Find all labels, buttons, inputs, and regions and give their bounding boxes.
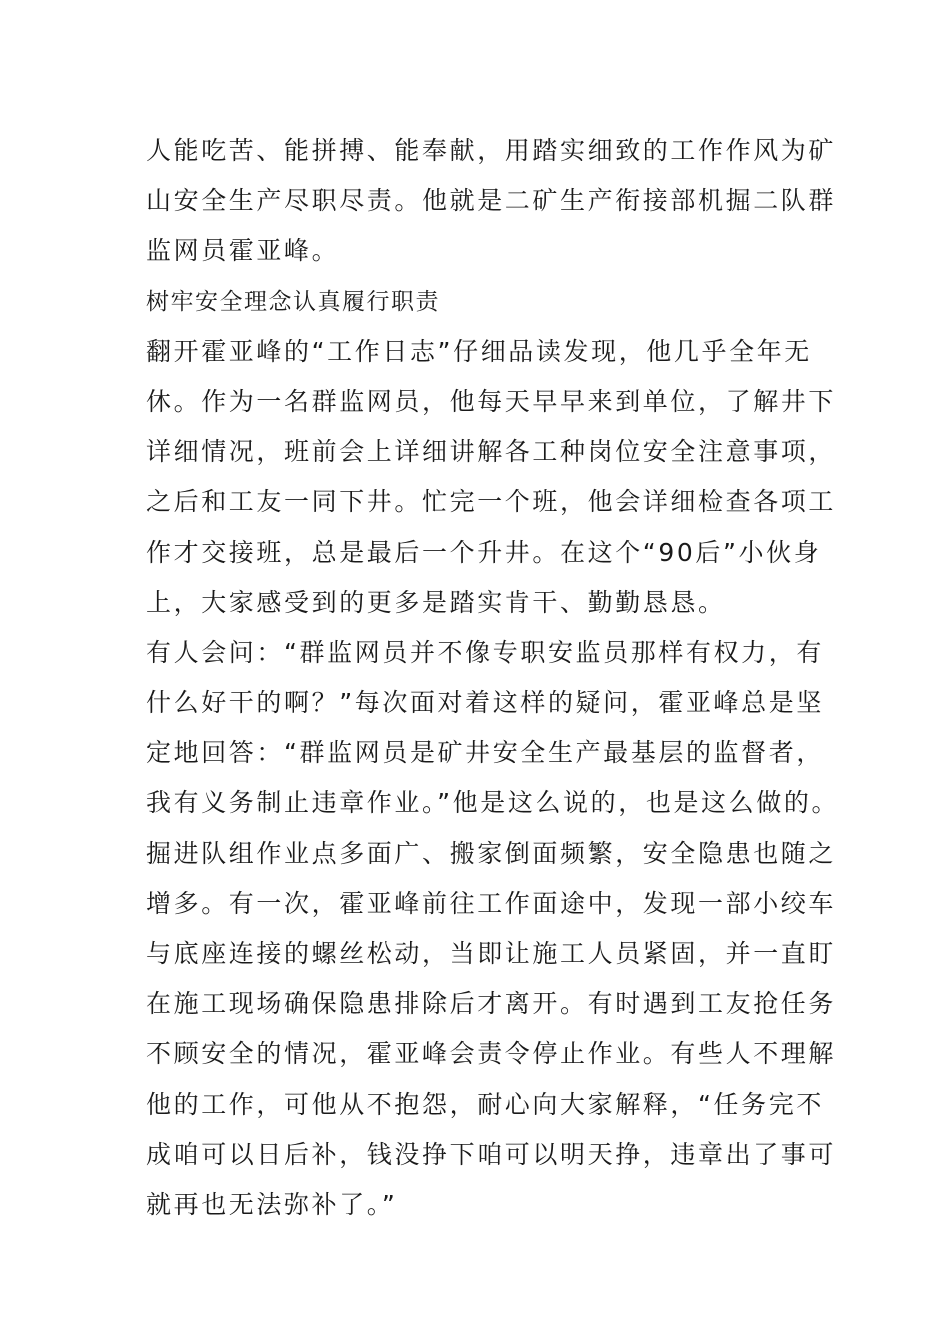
- text-line: 在施工现场确保隐患排除后才离开。有时遇到工友抢任务: [146, 989, 837, 1019]
- text-line: 详细情况，班前会上详细讲解各工种岗位安全注意事项，: [146, 437, 837, 467]
- text-line: 成咱可以日后补，钱没挣下咱可以明天挣，违章出了事可: [146, 1139, 837, 1169]
- section-heading: 树牢安全理念认真履行职责: [146, 288, 440, 315]
- text-line: 我有义务制止违章作业。”他是这么说的，也是这么做的。: [146, 788, 840, 818]
- text-line: 休。作为一名群监网员，他每天早早来到单位，了解井下: [146, 386, 837, 416]
- text-line: 有人会问：“群监网员并不像专职安监员那样有权力，有: [146, 637, 824, 667]
- text-line: 监网员霍亚峰。: [146, 236, 340, 266]
- text-line: 之后和工友一同下井。忙完一个班，他会详细检查各项工: [146, 487, 837, 517]
- text-line: 人能吃苦、能拼搏、能奉献，用踏实细致的工作作风为矿: [146, 136, 837, 165]
- text-line: 与底座连接的螺丝松动，当即让施工人员紧固，并一直盯: [146, 939, 837, 968]
- text-line: 山安全生产尽职尽责。他就是二矿生产衔接部机掘二队群: [146, 186, 837, 216]
- text-line: 上，大家感受到的更多是踏实肯干、勤勤恳恳。: [146, 587, 726, 617]
- text-line: 翻开霍亚峰的“工作日志”仔细品读发现，他几乎全年无: [146, 336, 812, 366]
- text-line: 不顾安全的情况，霍亚峰会责令停止作业。有些人不理解: [146, 1039, 837, 1069]
- text-line: 他的工作，可他从不抱怨，耐心向大家解释，“任务完不: [146, 1089, 824, 1119]
- text-line: 增多。有一次，霍亚峰前往工作面途中，发现一部小绞车: [146, 888, 837, 918]
- article-body: [146, 126, 840, 1230]
- text-line: 作才交接班，总是最后一个升井。在这个“90后”小伙身: [146, 537, 822, 567]
- text-line: 就再也无法弥补了。”: [146, 1189, 398, 1219]
- text-line: 掘进队组作业点多面广、搬家倒面频繁，安全隐患也随之: [146, 838, 837, 868]
- text-line: 定地回答：“群监网员是矿井安全生产最基层的监督者，: [146, 738, 824, 768]
- text-line: 什么好干的啊？”每次面对着这样的疑问，霍亚峰总是坚: [146, 688, 824, 718]
